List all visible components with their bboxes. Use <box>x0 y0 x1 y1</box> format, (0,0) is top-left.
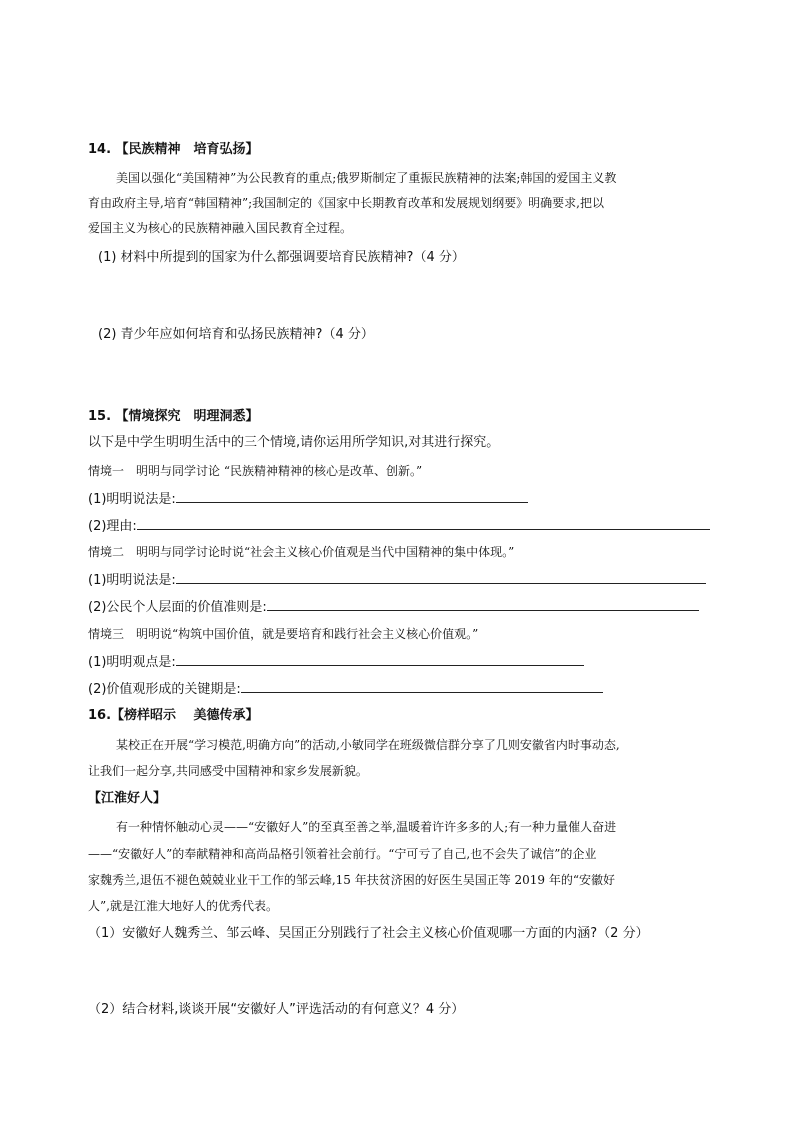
answer-blank[interactable] <box>137 516 710 530</box>
q16-intro-line: 让我们一起分享,共同感受中国精神和家乡发展新貌。 <box>88 764 368 778</box>
q16-para-line: ——“安徽好人”的奉献精神和高尚品格引领着社会前行。“宁可亏了自己,也不会失了诚信”的企业 <box>88 847 597 861</box>
q16-subtitle: 【江淮好人】 <box>88 791 167 806</box>
q14-sub1: (1) 材料中所提到的国家为什么都强调要培育民族精神?（4 分） <box>98 250 465 265</box>
q14-para-line: 育由政府主导,培育“韩国精神”;我国制定的《国家中长期教育改革和发展规划纲要》明确要求,把以 <box>88 196 604 210</box>
answer-blank[interactable] <box>176 652 584 666</box>
q16-intro-line: 某校正在开展“学习模范,明确方向”的活动,小敏同学在班级微信群分享了几则安徽省内时事动态, <box>116 738 620 752</box>
q14-sub2: (2) 青少年应如何培育和弘扬民族精神?（4 分） <box>98 327 374 342</box>
q16-title: 16.【榜样昭示 美德传承】 <box>88 708 259 723</box>
q14-para-line: 美国以强化“美国精神”为公民教育的重点;俄罗斯制定了重振民族精神的法案;韩国的爱国主义教 <box>116 171 617 185</box>
q15-s3-answer-1 <box>88 652 584 672</box>
q15-s1-answer-1 <box>88 489 528 509</box>
answer-label: (1)明明观点是: <box>88 655 176 670</box>
answer-label: (2)价值观形成的关键期是: <box>88 682 241 697</box>
q15-scenario-2: 情境二 明明与同学讨论时说“社会主义核心价值观是当代中国精神的集中体现。” <box>88 545 515 559</box>
answer-blank[interactable] <box>241 679 603 693</box>
q16-para-line: 有一种情怀触动心灵——“安徽好人”的至真至善之举,温暖着许许多多的人;有一种力量催人奋进 <box>116 820 617 834</box>
answer-blank[interactable] <box>176 489 528 503</box>
answer-label: (1)明明说法是: <box>88 573 176 588</box>
q15-title: 15. 【情境探究 明理洞悉】 <box>88 409 259 424</box>
q14-para-line: 爱国主义为核心的民族精神融入国民教育全过程。 <box>88 221 353 235</box>
answer-label: (2)公民个人层面的价值准则是: <box>88 600 267 615</box>
q15-s2-answer-2 <box>88 597 699 617</box>
answer-blank[interactable] <box>176 570 706 584</box>
q15-scenario-1: 情境一 明明与同学讨论 “民族精神精神的核心是改革、创新。” <box>88 464 423 478</box>
answer-label: (1)明明说法是: <box>88 492 176 507</box>
q15-intro: 以下是中学生明明生活中的三个情境,请你运用所学知识,对其进行探究。 <box>88 435 500 450</box>
q15-s1-answer-2 <box>88 516 710 536</box>
q16-para-line: 人”,就是江淮大地好人的优秀代表。 <box>88 899 278 913</box>
q16-para-line: 家魏秀兰,退伍不褪色兢兢业业干工作的邹云峰,15 年扶贫济困的好医生吴国正等 2019 年的“安徽好 <box>88 873 616 887</box>
q14-title: 14. 【民族精神 培育弘扬】 <box>88 142 259 157</box>
q15-s3-answer-2 <box>88 679 603 699</box>
answer-label: (2)理由: <box>88 519 137 534</box>
q15-scenario-3: 情境三 明明说“构筑中国价值，就是要培育和践行社会主义核心价值观。” <box>88 627 479 641</box>
q16-sub1: （1）安徽好人魏秀兰、邹云峰、吴国正分别践行了社会主义核心价值观哪一方面的内涵?（2 分） <box>88 926 649 941</box>
q16-sub2: （2）结合材料,谈谈开展“安徽好人”评选活动的有何意义？4 分） <box>88 1002 465 1017</box>
answer-blank[interactable] <box>267 597 699 611</box>
q15-s2-answer-1 <box>88 570 706 590</box>
